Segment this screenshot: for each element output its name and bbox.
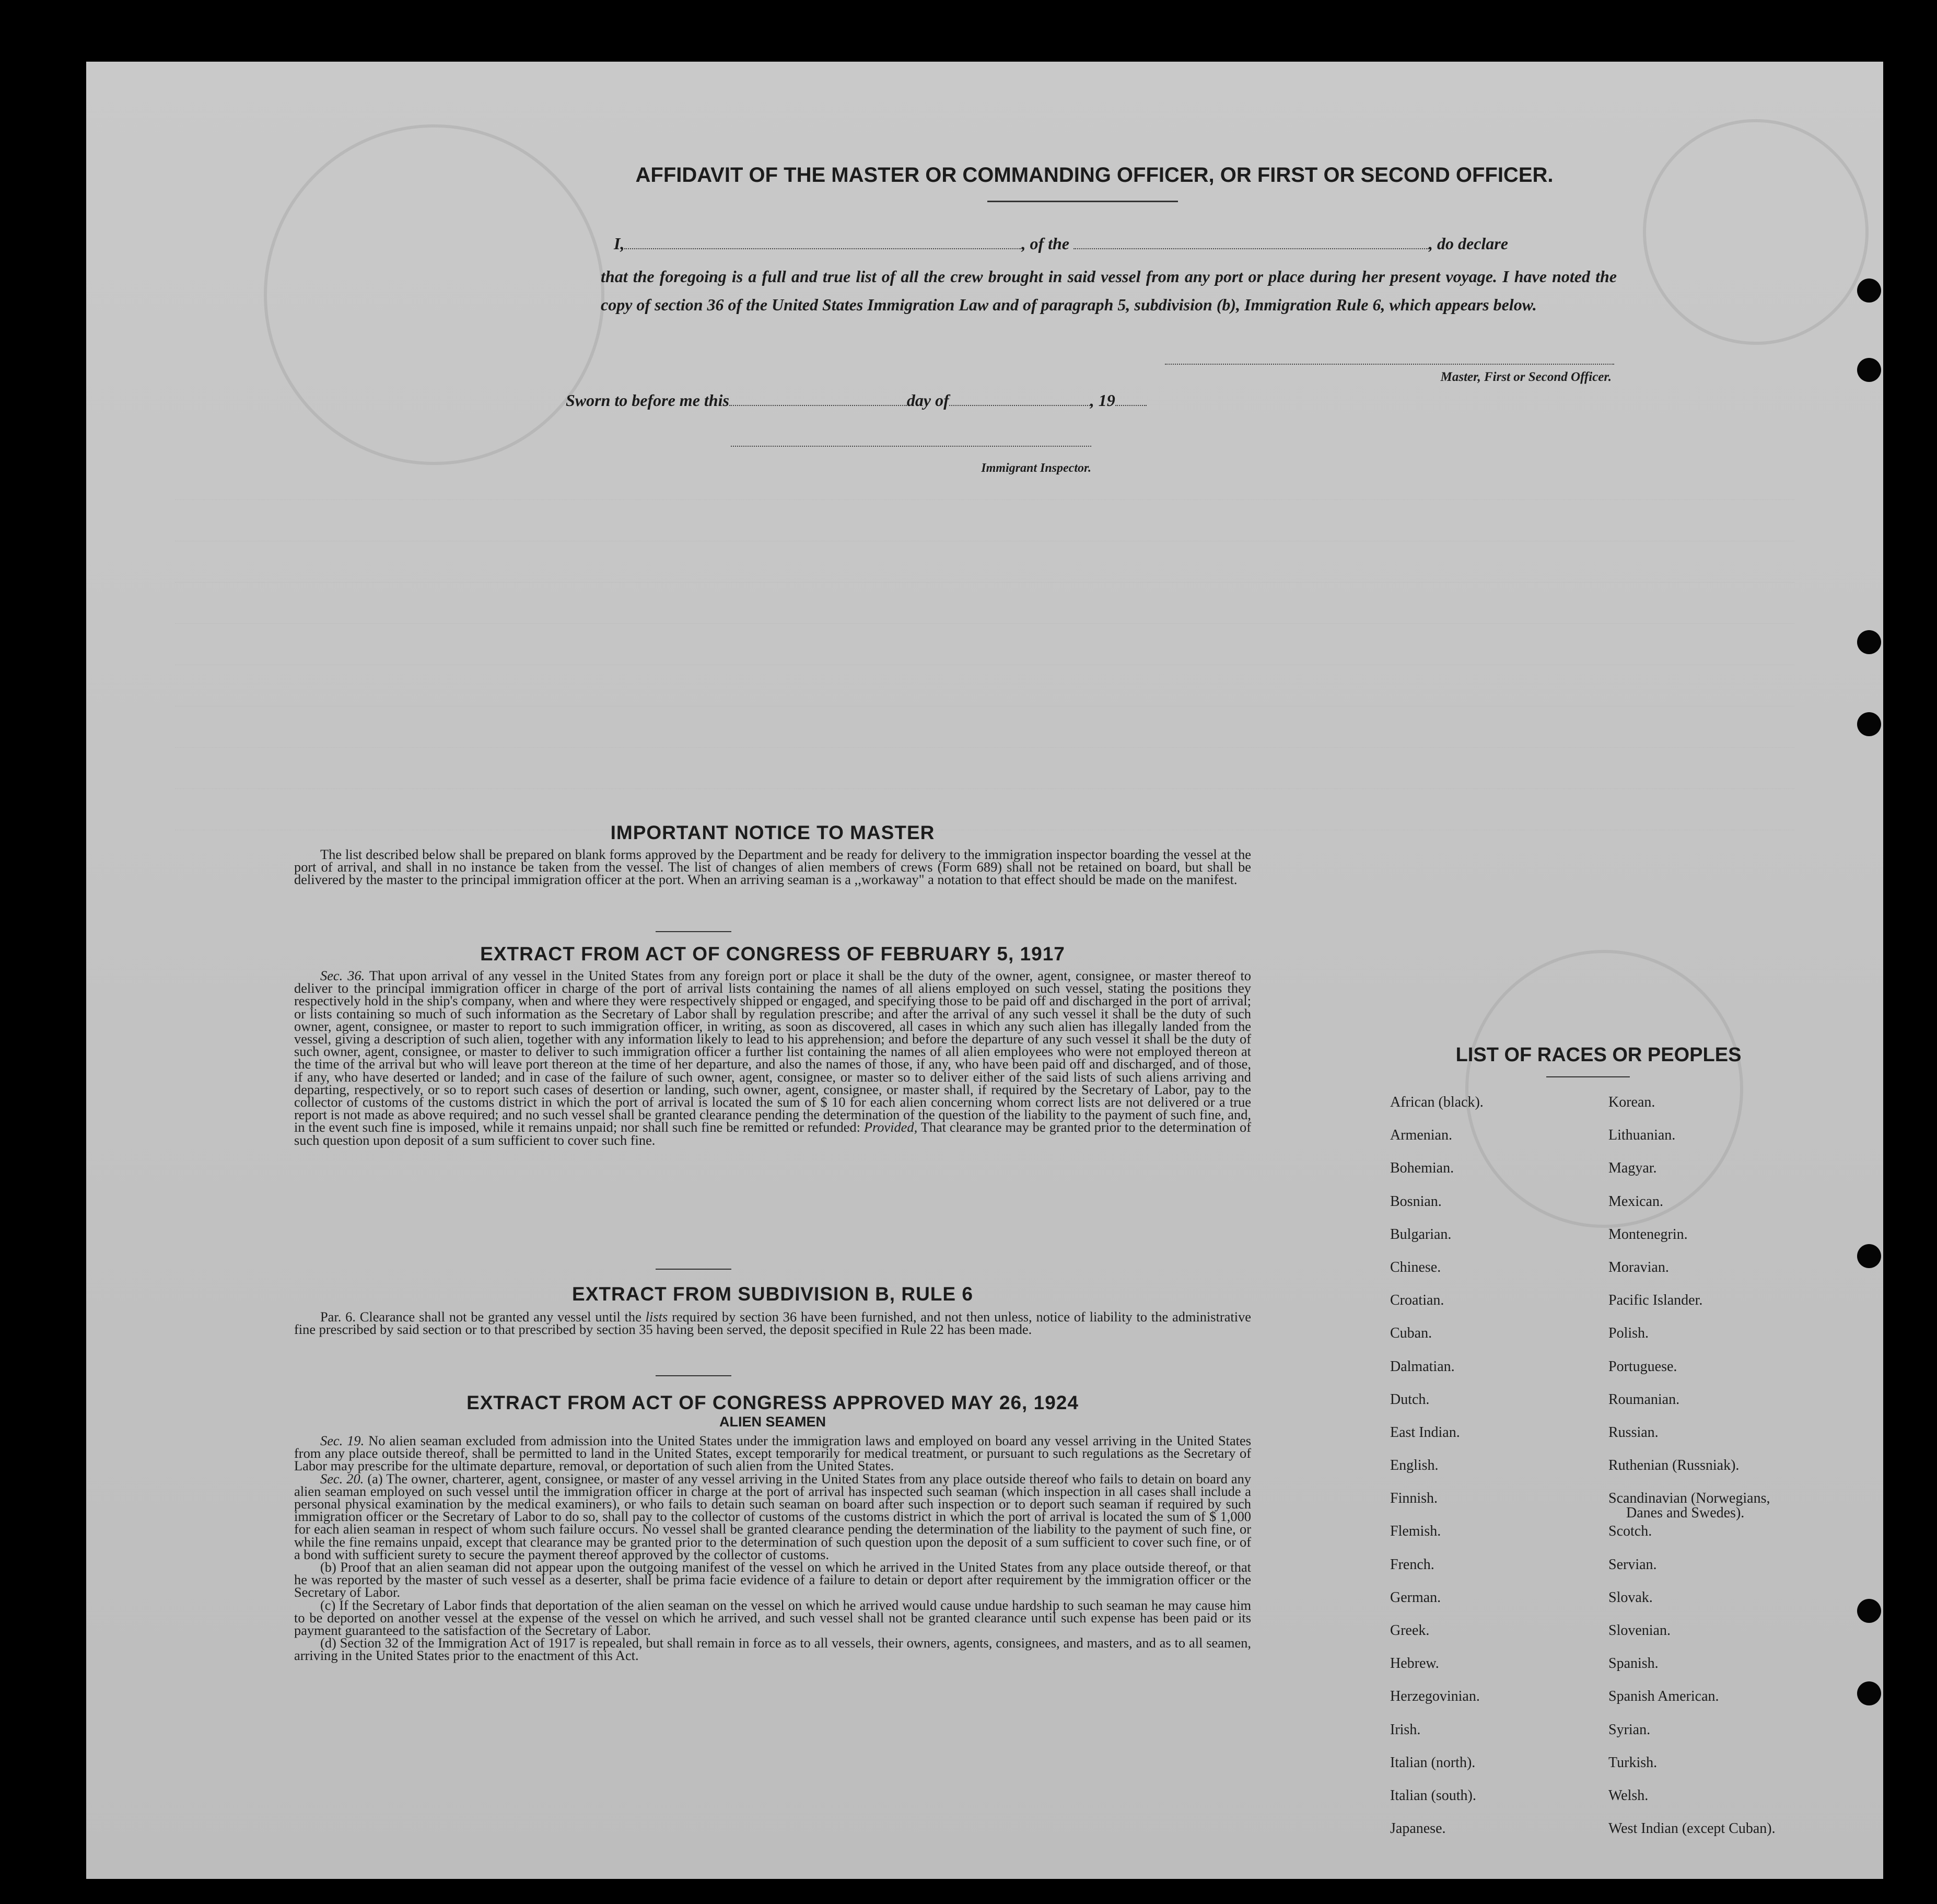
declaration-i: I,: [614, 234, 625, 253]
section-20a-body: (a) The owner, charterer, agent, consignee, or master of any vessel arriving in the United States from any place outside thereof who fails to detain on board any alien seaman employed on such vessel until the immigration officer in charge at the port of arrival has inspected such seaman (which inspection in all cases shall include a personal physical examination by the medical examiners), or who fails to detain such seaman on board after such inspection or to deport such seaman if required by such immigration officer or the Secretary of Labor to do so, shall pay to the collector of customs of the customs district in which the port of arrival is located the sum of $ 1,000 for each alien seaman in respect of whom such failure occurs. No vessel shall be granted clearance pending the determination of the liability to the payment of such fine, or while the fine remains unpaid, except that clearance may be granted prior to the determination of such question upon the deposit of a sum sufficient to cover such fine, or of a bond with sufficient surety to secure the payment thereof approved by the collector of customs.: [294, 1470, 1251, 1562]
act-1917-extract: [294, 943, 1251, 1146]
section-19-text: [294, 1434, 1251, 1472]
races-title: LIST OF RACES OR PEOPLES: [1455, 1044, 1742, 1066]
rule-6-title: EXTRACT FROM SUBDIVISION B, RULE 6: [572, 1283, 973, 1305]
race-item: Syrian.: [1608, 1721, 1651, 1738]
provided-word: Provided,: [864, 1119, 918, 1135]
section-36-label: Sec. 36.: [320, 968, 365, 983]
punch-hole-icon: [1857, 1244, 1881, 1268]
race-item: Ruthenian (Russniak).: [1608, 1457, 1740, 1474]
faded-stamp: [264, 124, 604, 465]
rule-6-text: [294, 1310, 1251, 1336]
section-36-body: That upon arrival of any vessel in the United States from any foreign port or place it shall be the duty of the owner, agent, consignee, or master thereof to deliver to the principal immigration officer in charge of the port of arrival lists containing the names of all aliens employed on such vessel, stating the positions they respectively hold in the ship's company, when and where they were respectively shipped or engaged, and specifying those to be paid off and discharged in the port of arrival; or lists containing so much of such information as the Secretary of Labor shall by regulation prescribe; and after the arrival of any such vessel it shall be the duty of such owner, agent, consignee, or master to report to such immigration officer, in writing, as soon as discovered, all cases in which any such alien has illegally landed from the vessel, giving a description of such alien, together with any information likely to lead to his apprehension; and before the departure of any such vessel it shall be the duty of such owner, agent, consignee, or master to deliver to such immigration officer a further list containing the names of all alien employees who were not employed thereon at the time of the arrival but who will leave port thereon at the time of her departure, and also the names of those, if any, who have been paid off and discharged, and of those, if any, who have deserted or landed; and in case of the failure of such owner, agent, consignee, or master so to deliver either of the said lists of such aliens arriving and departing, respectively, or so to report such cases of desertion or landing, such owner, agent, consignee, or master shall, if required by the Secretary of Labor, pay to the collector of customs of the customs district in which the port of arrival is located the sum of $ 10 for each alien concerning whom correct lists are not delivered or a true report is not made as above required; and no such vessel shall be granted clearance pending the determination of the question of the liability to the payment of such fine, and, in the event such fine is imposed, while it remains unpaid; nor shall such fine be remitted or refunded:: [294, 968, 1251, 1135]
punch-hole-icon: [1857, 278, 1881, 303]
section-19-label: Sec. 19.: [320, 1433, 365, 1448]
race-item: Cuban.: [1390, 1325, 1432, 1342]
race-item: Greek.: [1390, 1622, 1430, 1639]
race-item: Moravian.: [1608, 1259, 1669, 1275]
divider: [1546, 1076, 1630, 1077]
rule-6-lists: lists: [645, 1309, 668, 1325]
section-20-label: Sec. 20.: [320, 1470, 364, 1487]
section-36-end: That clearance may be granted prior to the determination of such question upon deposit of a sum sufficient to cover such fine.: [294, 1119, 1251, 1148]
race-item-continuation: Danes and Swedes).: [1626, 1505, 1745, 1522]
race-item: Korean.: [1608, 1094, 1655, 1110]
races-list: [1371, 1044, 1805, 1837]
inspector-signature-blank[interactable]: [731, 446, 1091, 447]
act-1924-extract: [294, 1392, 1251, 1662]
race-item: [1608, 1491, 1828, 1524]
race-item: French.: [1390, 1556, 1434, 1573]
race-item: Dutch.: [1390, 1391, 1430, 1408]
race-item: Spanish.: [1608, 1655, 1659, 1672]
race-item: Chinese.: [1390, 1259, 1441, 1275]
affidavit-paragraph: that the foregoing is a full and true list of all the crew brought in said vessel from any port or place during her present voyage. I have noted the copy of section 36 of the United States Immigration Law and of paragraph 5, subdivision (b), Immigration Rule 6, which appears below.: [601, 267, 1617, 314]
race-item: Bosnian.: [1390, 1193, 1442, 1210]
rule-6-extract: [294, 1283, 1251, 1336]
declaration-of-the: , of the: [1021, 234, 1069, 253]
rule-6-body-a: Par. 6. Clearance shall not be granted any vessel until the: [320, 1309, 641, 1325]
race-item: Pacific Islander.: [1608, 1292, 1703, 1309]
divider: [987, 201, 1178, 202]
race-item: Scotch.: [1608, 1523, 1652, 1540]
race-item: Irish.: [1390, 1721, 1421, 1738]
divider: [656, 931, 731, 932]
race-item: Portuguese.: [1608, 1358, 1677, 1375]
races-right-column: [1608, 1095, 1828, 1854]
vessel-blank[interactable]: [1073, 248, 1429, 249]
race-item: Russian.: [1608, 1424, 1659, 1441]
race-item: Croatian.: [1390, 1292, 1444, 1309]
race-item: Armenian.: [1390, 1127, 1452, 1144]
race-item: Bulgarian.: [1390, 1226, 1452, 1243]
sworn-year: , 19: [1090, 391, 1115, 410]
section-36-text: [294, 969, 1251, 1146]
notice-title: IMPORTANT NOTICE TO MASTER: [610, 822, 935, 843]
faded-stamp: [1643, 119, 1869, 345]
sworn-month-blank[interactable]: [949, 405, 1090, 406]
race-item: Mexican.: [1608, 1193, 1663, 1210]
rule-6-body-b: required by section 36 have been furnished, and not then unless, notice of liability to the administrative fine prescribed by said section or to that prescribed by section 35 having been served, the deposit specified in Rule 22 has been made.: [294, 1309, 1251, 1338]
race-item: Hebrew.: [1390, 1655, 1439, 1672]
reverse-side-rows: [175, 459, 1794, 830]
section-20c-text: (c) If the Secretary of Labor finds that deportation of the alien seaman on the vessel on which he arrived would cause undue hardship to such seaman he may cause him to be deported on another vessel at the expense of the vessel on which he arrived, and such vessel shall not be granted clearance until such expense has been paid or its payment guaranteed to the satisfaction of the Secretary of Labor.: [294, 1597, 1251, 1639]
race-item: Turkish.: [1608, 1754, 1658, 1771]
affidavit-title: AFFIDAVIT OF THE MASTER OR COMMANDING OFFICER, OR FIRST OR SECOND OFFICER.: [635, 164, 1554, 187]
race-item: Italian (south).: [1390, 1787, 1476, 1804]
race-item-main: Scandinavian (Norwegians,: [1608, 1490, 1770, 1507]
race-item: Lithuanian.: [1608, 1127, 1676, 1144]
race-item: Roumanian.: [1608, 1391, 1680, 1408]
race-item: Magyar.: [1608, 1160, 1657, 1177]
race-item: Flemish.: [1390, 1523, 1441, 1540]
race-item: Herzegovinian.: [1390, 1688, 1480, 1705]
important-notice: [294, 822, 1251, 886]
act-1924-title: EXTRACT FROM ACT OF CONGRESS APPROVED MAY 26, 1924: [466, 1392, 1079, 1413]
name-blank[interactable]: [624, 248, 1021, 249]
divider: [656, 1375, 731, 1376]
divider: [656, 1269, 731, 1270]
race-item: Slovak.: [1608, 1589, 1653, 1606]
race-item: West Indian (except Cuban).: [1608, 1820, 1776, 1837]
document-sheet: [86, 62, 1883, 1879]
races-left-column: [1390, 1095, 1609, 1854]
punch-hole-icon: [1857, 1681, 1881, 1705]
section-19-body: No alien seaman excluded from admission into the United States under the immigration laws and employed on board any vessel arriving in the United States from any place outside thereof, shall be permitted to land in the United States, except temporarily for medical treatment, or pursuant to such regulations as the Secretary of Labor may prescribe for the ultimate departure, removal, or deportation of such alien from the United States.: [294, 1433, 1251, 1474]
race-item: Dalmatian.: [1390, 1358, 1455, 1375]
sworn-line: [566, 391, 1147, 410]
punch-hole-icon: [1857, 712, 1881, 736]
sworn-day-of: day of: [906, 391, 949, 410]
declaration-line: [614, 234, 1508, 253]
race-item: English.: [1390, 1457, 1439, 1474]
act-1924-subtitle: ALIEN SEAMEN: [719, 1414, 826, 1430]
signature-label: Master, First or Second Officer.: [1440, 370, 1612, 384]
race-item: Spanish American.: [1608, 1688, 1719, 1705]
punch-hole-icon: [1857, 358, 1881, 382]
race-item: Polish.: [1608, 1325, 1649, 1342]
sworn-text: Sworn to before me this: [566, 391, 729, 410]
section-20d-text: (d) Section 32 of the Immigration Act of 1917 is repealed, but shall remain in force as to all vessels, their owners, agents, consignees, and masters, and as to all seamen, arriving in the United States prior to the enactment of this Act.: [294, 1635, 1251, 1664]
declaration-do-declare: , do declare: [1429, 234, 1508, 253]
act-1917-title: EXTRACT FROM ACT OF CONGRESS OF FEBRUARY 5, 1917: [480, 943, 1065, 965]
section-20b-text: (b) Proof that an alien seaman did not appear upon the outgoing manifest of the vessel on which he arrived in the United States from any place outside thereof, or that he was reported by the master of such vessel as a deserter, shall be prima facie evidence of a failure to detain or deport after requirement by the immigration officer or the Secretary of Labor.: [294, 1559, 1251, 1600]
master-signature-blank[interactable]: [1165, 364, 1614, 365]
race-item: Servian.: [1608, 1556, 1657, 1573]
race-item: Montenegrin.: [1608, 1226, 1688, 1243]
punch-hole-icon: [1857, 1599, 1881, 1623]
race-item: African (black).: [1390, 1094, 1484, 1110]
section-20a-text: [294, 1472, 1251, 1561]
sworn-day-blank[interactable]: [729, 405, 907, 406]
punch-hole-icon: [1857, 630, 1881, 654]
race-item: Slovenian.: [1608, 1622, 1671, 1639]
race-item: Welsh.: [1608, 1787, 1649, 1804]
race-item: Bohemian.: [1390, 1160, 1454, 1177]
race-item: Italian (north).: [1390, 1754, 1476, 1771]
sworn-year-blank[interactable]: [1115, 405, 1147, 406]
race-item: German.: [1390, 1589, 1441, 1606]
race-item: East Indian.: [1390, 1424, 1460, 1441]
notice-text: The list described below shall be prepared on blank forms approved by the Department and be ready for delivery to the immigration inspector boarding the vessel at the port of arrival, and shall in no instance be taken from the vessel. The list of changes of alien members of crews (Form 689) shall not be retained on board, but shall be delivered by the master to the principal immigration officer at the port. When an arriving seaman is a ,,workaway" a notation to that effect should be made on the manifest.: [294, 846, 1251, 888]
inspector-label: Immigrant Inspector.: [981, 461, 1091, 475]
race-item: Finnish.: [1390, 1490, 1438, 1507]
race-item: Japanese.: [1390, 1820, 1446, 1837]
